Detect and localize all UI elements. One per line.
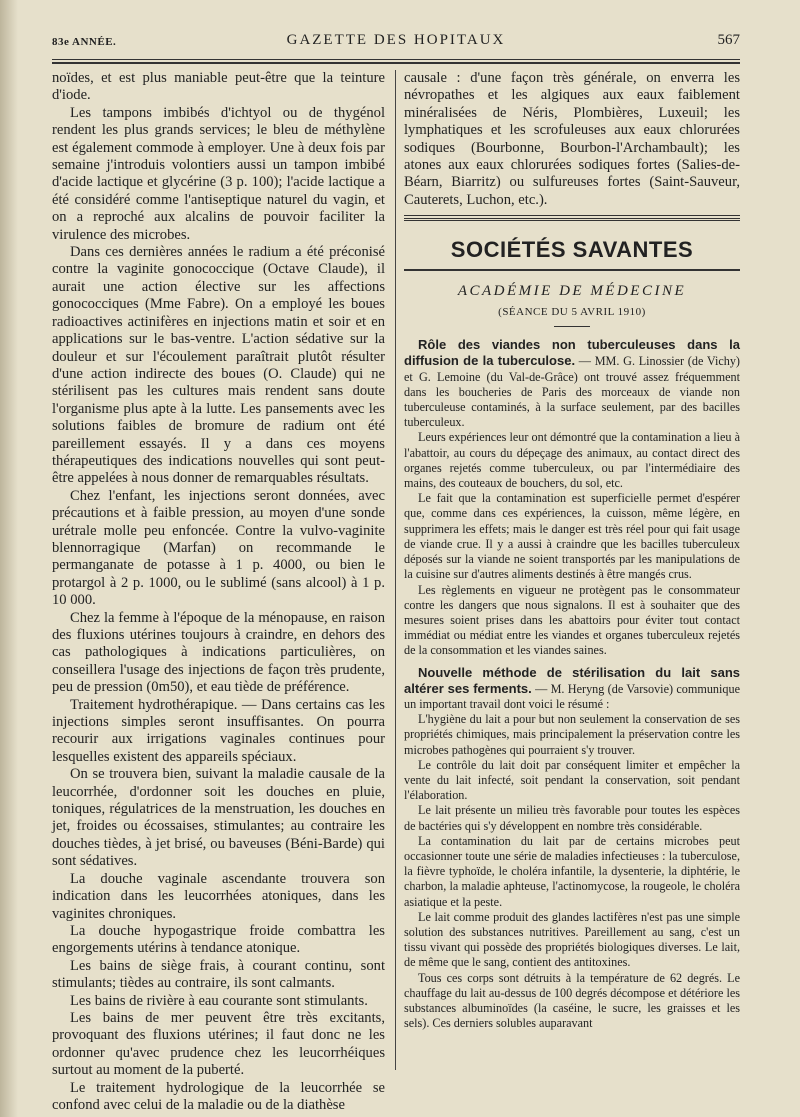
paragraph: Traitement hydrothérapique. — Dans certains cas les injections simples seront insuffisantes. On pourra recourir aux irrigations vaginales continues pour lesquelles existent des appareils spéciaux. xyxy=(52,696,385,765)
paragraph: Les bains de mer peuvent être très excitants, provoquant des fluxions utérines; il faut donc ne les ordonner qu'avec prudence chez les leucorrhéiques surtout au moment de la puberté. xyxy=(52,1009,385,1079)
header-rule-thick xyxy=(52,62,740,64)
section-rule xyxy=(404,215,740,216)
paragraph: Chez la femme à l'époque de la ménopause, en raison des fluxions utérines toujours à craindre, en dehors des cas pathologiques à indications particulières, on conseillera l'usage des injections de façon très prudente, peu de pression (0m50), et eau tiède de préférence. xyxy=(52,609,385,696)
paragraph: Le traitement hydrologique de la leucorrhée se confond avec celui de la maladie ou de la diathèse xyxy=(52,1079,385,1113)
section-title: SOCIÉTÉS SAVANTES xyxy=(450,237,694,263)
paragraph: Les tampons imbibés d'ichtyol ou de thygénol rendent les plus grands services; le bleu de méthylène est également commode à employer. Une à deux fois par semaine j'introduis volontiers aussi un tampon imbibé d'acide lactique et glycérine (3 p. 100); l'acide lactique a été considéré comme l'antiseptique naturel du vagin, et on a reproché aux alcalins de pouvoir faciliter la virulence des microbes. xyxy=(52,104,385,243)
paragraph: noïdes, et est plus maniable peut-être que la teinture d'iode. xyxy=(52,70,385,104)
article-paragraph: L'hygiène du lait a pour but non seulement la conservation de ses propriétés chimiques, mais principalement la préservation contre les microbes pathogènes qui pourraient s'y trouver. xyxy=(404,712,740,757)
journal-title: GAZETTE DES HOPITAUX xyxy=(286,32,506,48)
paragraph: Chez l'enfant, les injections seront données, avec précautions et à faible pression, au moyen d'une sonde urétrale molle peu enfoncée. Contre la vulvo-vaginite blennorragique (Marfan) on recommande le permanganate de potasse à 1 p. 4000, ou bien le protargol à 2 p. 1000, ou le sublimé (sans alcool) à 1 p. 10 000. xyxy=(52,487,385,609)
article-paragraph: Tous ces corps sont détruits à la température de 62 degrés. Le chauffage du lait au-dessus de 100 degrés décompose et détériore les substances albuminoïdes (la caséine, le sucre, les graisses et les sels). Ces derniers solubles auparavant xyxy=(404,970,740,1031)
paragraph: On se trouvera bien, suivant la maladie causale de la leucorrhée, d'ordonner soit les douches en pluie, toniques, régulatrices de la menstruation, les douches en jet, froides ou écossaises, stimulantes; au contraire les douches tièdes, à jet brisé, ou baveuses (Béni-Barde) qui sont sédatives. xyxy=(52,766,385,870)
paragraph: La douche hypogastrique froide combattra les engorgements utérins à tendance atonique. xyxy=(52,922,385,957)
article-paragraph: Le lait présente un milieu très favorable pour toutes les espèces de bactéries qui s'y développent en nombre très considérable. xyxy=(404,803,740,833)
article-paragraph: Le lait comme produit des glandes lactifères n'est pas une simple solution des substances nutritives. Pareillement au sang, c'est un tissu vivant qui possède des propriétés biologiques diverses. Le lait, de même que le sang, contient des antitoxines. xyxy=(404,909,740,970)
academy-heading: ACADÉMIE DE MÉDECINE xyxy=(457,283,687,300)
article-lead: — M. Heryng (de Varsovie) communique un important travail dont voici le résumé : xyxy=(404,681,740,711)
left-column xyxy=(52,70,385,1114)
section-rule-double xyxy=(404,218,740,221)
paragraph: La douche vaginale ascendante trouvera son indication dans les leucorrhées atoniques, dans les vaginites chroniques. xyxy=(52,870,385,922)
article-paragraph xyxy=(404,337,740,430)
running-header xyxy=(52,32,740,56)
page-spine-shadow xyxy=(0,0,18,1117)
page-number: 567 xyxy=(717,32,740,48)
paragraph: Les bains de rivière à eau courante sont stimulants. xyxy=(70,992,368,1009)
right-column xyxy=(404,70,740,1031)
article-paragraph: Le contrôle du lait doit par conséquent limiter et empêcher la vente du lait infecté, soit pendant la conservation, soit pendant l'élaboration. xyxy=(404,757,740,803)
article-paragraph: Le fait que la contamination est superficielle permet d'espérer que, comme dans ces expériences, la cuisson, même légère, en supprimera les effets; mais le danger est très réel pour qui fait usage de viande crue. Il y a aussi à craindre que les bacilles tuberculeux déposés sur la viande ne soient transportés par les manipulations de la cuisine sur d'autres aliments destinés à être mangés crus. xyxy=(404,491,740,582)
session-date: (SÉANCE DU 5 AVRIL 1910) xyxy=(498,306,646,319)
paragraph: Les bains de siège frais, à courant continu, sont stimulants; tièdes au contraire, ils sont calmants. xyxy=(52,957,385,992)
article-paragraph: Leurs expériences leur ont démontré que la contamination a lieu à l'abattoir, au cours du dépeçage des animaux, au contact direct des organes rejetés comme tuberculeux, ou par l'intermédiaire des mains, des couteaux de bouchers, du sol, etc. xyxy=(404,430,740,491)
article-lead: — MM. G. Linossier (de Vichy) et G. Lemoine (du Val-de-Grâce) ont trouvé assez fréquemment dans les boucheries de Paris des morceaux de viande non tuberculeuse contaminés, à la surface seulement, par des bacilles tuberculeux. xyxy=(404,354,740,430)
article-title: Nouvelle méthode de stérilisation du lait sans altérer ses ferments. xyxy=(404,664,740,696)
issue-label: 83e ANNÉE. xyxy=(52,36,117,48)
paragraph: causale : d'une façon très générale, on enverra les névropathes et les algiques aux eaux faiblement minéralisées de Néris, Plombières, Luxeuil; les lymphatiques et les scrofuleuses aux eaux chlorurées sodiques (Bourbonne, Bourbon-l'Archambault); les atones aux eaux chlorurées sodiques fortes (Salies-de-Béarn, Biarritz) ou sulfureuses fortes (Saint-Sauveur, Cauterets, Luchon, etc.). xyxy=(404,70,740,208)
header-rule xyxy=(52,59,740,60)
article-paragraph: La contamination du lait par de certains microbes peut occasionner toute une série de maladies infectieuses : la tuberculose, la fièvre typhoïde, le choléra infantile, la dysenterie, la diphtérie, le charbon, la maladie aphteuse, l'actinomycose, la rougeole, le choléra asiatique et la peste. xyxy=(404,833,740,909)
article-paragraph: Les règlements en vigueur ne protègent pas le consommateur contre les dangers que nous signalons. Il est à souhaiter que des mesures soient prises dans les abattoirs pour éviter tout contact immédiat ou médiat entre les viandes et organes tuberculeux rejetés de la consommation et les viandes saines. xyxy=(404,582,740,658)
column-separator xyxy=(395,70,396,1070)
article-title: Rôle des viandes non tuberculeuses dans la diffusion de la tuberculose. xyxy=(404,337,740,369)
paragraph: Dans ces dernières années le radium a été préconisé contre la vaginite gonococcique (Octave Claude), il aurait une action élective sur les affections gonococciques (Mme Fabre). On a employé les boues radioactives actinifères en injections matin et soir et en applications sur le bas-ventre. L'action sédative sur la douleur et sur l'écoulement paraîtrait plutôt résulter d'une action indirecte des boues (O. Claude) qui ne stérilisent pas les cultures mais rendent sans doute l'organisme plus apte à la lutte. Les pansements avec les solutions faibles de bromure de radium ont été pareillement essayés. Il y a dans ces moyens thérapeutiques des indications nouvelles qui sont peut-être appelées à nous donner de remarquables résultats. xyxy=(52,244,385,487)
article-paragraph xyxy=(404,665,740,713)
section-title-rule xyxy=(404,269,740,271)
short-divider xyxy=(554,326,590,327)
